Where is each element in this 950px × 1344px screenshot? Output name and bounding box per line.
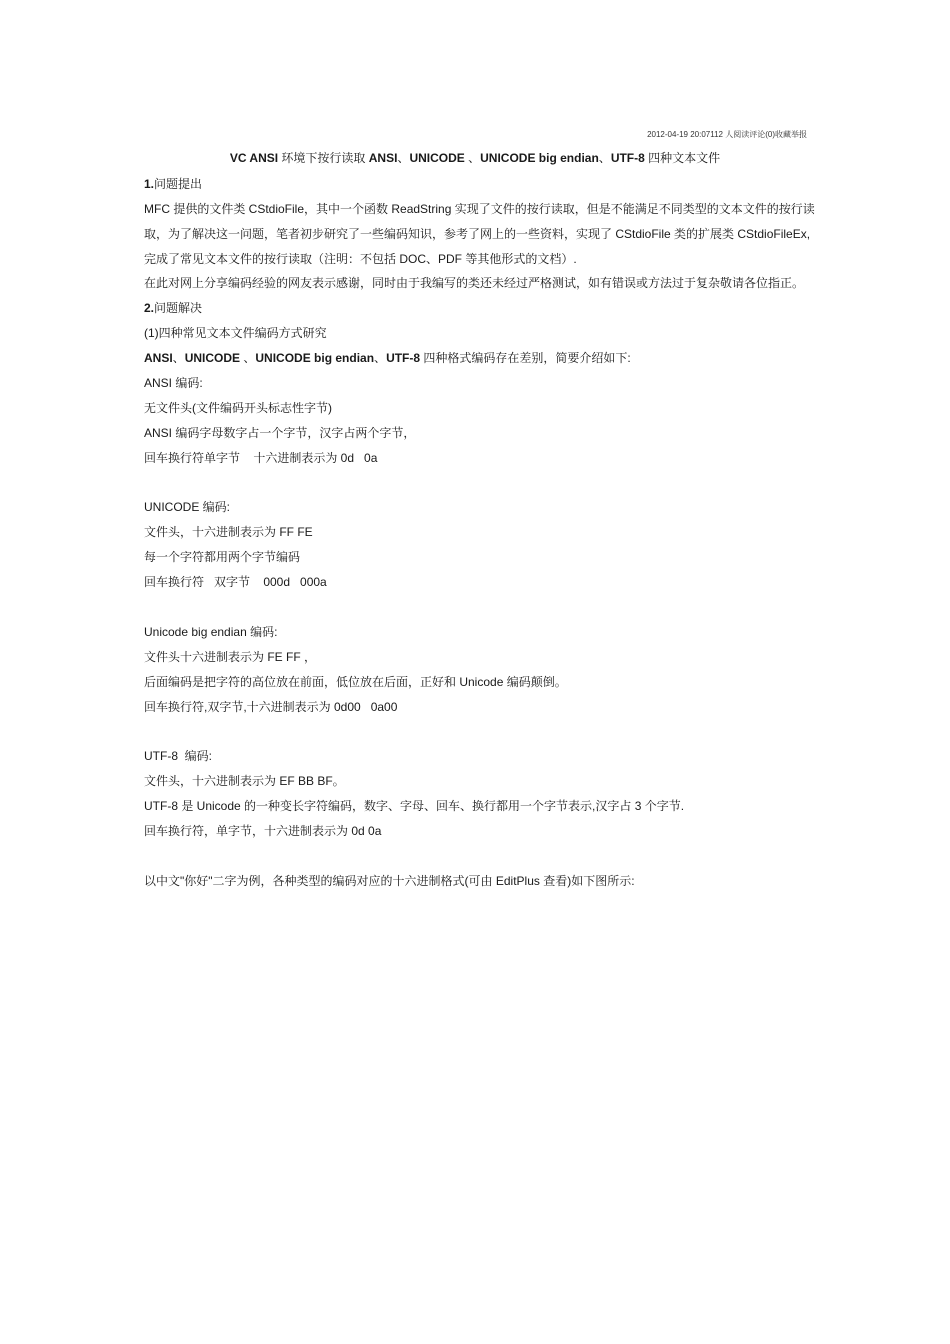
post-meta: 2012-04-19 20:07112 人阅读评论(0)收藏举报 <box>647 130 807 139</box>
closing-line: 以中文"你好"二字为例，各种类型的编码对应的十六进制格式(可由 EditPlus 查看)如下图所示: <box>144 874 635 888</box>
big-endian-line: 后面编码是把字符的高位放在前面，低位放在后面，正好和 Unicode 编码颠倒。 <box>144 675 567 689</box>
utf8-line: UTF-8 是 Unicode 的一种变长字符编码，数字、字母、回车、换行都用一个字节表示,汉字占 3 个字节. <box>144 799 685 813</box>
intro-text: 、 <box>172 351 185 365</box>
unicode-line: 每一个字符都用两个字节编码 <box>144 550 301 564</box>
section-heading-2 <box>144 299 202 316</box>
subsection-heading: (1)四种常见文本文件编码方式研究 <box>144 326 327 340</box>
title-part: UNICODE big endian <box>480 151 599 165</box>
big-endian-line: 文件头十六进制表示为 FE FF ， <box>144 650 316 664</box>
paragraph-line: 在此对网上分享编码经验的网友表示感谢，同时由于我编写的类还未经过严格测试，如有错误或方法过于复杂敬请各位指正。 <box>144 276 805 290</box>
unicode-line: 回车换行符 双字节 000d 000a <box>144 575 327 589</box>
paragraph-line: MFC 提供的文件类 CStdioFile，其中一个函数 ReadString 实现了文件的按行读取，但是不能满足不同类型的文本文件的按行读 <box>144 202 815 216</box>
intro-bold: UTF-8 <box>386 351 421 365</box>
title-part: VC ANSI <box>229 151 279 165</box>
unicode-line: 文件头，十六进制表示为 FF FE <box>144 525 313 539</box>
ansi-line: ANSI 编码字母数字占一个字节，汉字占两个字节， <box>144 426 416 440</box>
section-title: 问题解决 <box>154 301 203 315</box>
section-heading-1 <box>144 175 202 192</box>
intro-text: 、 <box>240 351 256 365</box>
title-part: ANSI <box>368 151 398 165</box>
big-endian-heading: Unicode big endian 编码: <box>144 625 278 639</box>
section-number: 1. <box>144 177 155 191</box>
utf8-heading: UTF-8 编码: <box>144 749 212 763</box>
title-part: 四种文本文件 <box>644 151 721 165</box>
utf8-line: 回车换行符，单字节，十六进制表示为 0d 0a <box>144 824 382 838</box>
paragraph-line: 取，为了解决这一问题，笔者初步研究了一些编码知识，参考了网上的一些资料，实现了 CStdioFile 类的扩展类 CStdioFileEx, <box>144 227 811 241</box>
section-number: 2. <box>144 301 155 315</box>
article-title <box>0 149 950 166</box>
ansi-line: 无文件头(文件编码开头标志性字节) <box>144 401 332 415</box>
section-title: 问题提出 <box>154 177 203 191</box>
title-part: UTF-8 <box>610 151 645 165</box>
unicode-heading: UNICODE 编码: <box>144 500 231 514</box>
utf8-line: 文件头，十六进制表示为 EF BB BF。 <box>144 774 345 788</box>
title-part: 、 <box>598 151 611 165</box>
ansi-line: 回车换行符单字节 十六进制表示为 0d 0a <box>144 451 378 465</box>
intro-line <box>144 349 631 366</box>
intro-text: 四种格式编码存在差别，简要介绍如下: <box>420 351 631 365</box>
title-part: 环境下按行读取 <box>278 151 369 165</box>
paragraph-line: 完成了常见文本文件的按行读取（注明：不包括 DOC、PDF 等其他形式的文档）. <box>144 252 577 266</box>
title-part: 、 <box>464 151 481 165</box>
intro-bold: ANSI <box>144 351 173 365</box>
ansi-heading: ANSI 编码: <box>144 376 203 390</box>
title-part: 、 <box>397 151 410 165</box>
big-endian-line: 回车换行符,双字节,十六进制表示为 0d00 0a00 <box>144 700 398 714</box>
intro-bold: UNICODE big endian <box>255 351 375 365</box>
title-part: UNICODE <box>409 151 465 165</box>
intro-bold: UNICODE <box>184 351 241 365</box>
intro-text: 、 <box>374 351 387 365</box>
